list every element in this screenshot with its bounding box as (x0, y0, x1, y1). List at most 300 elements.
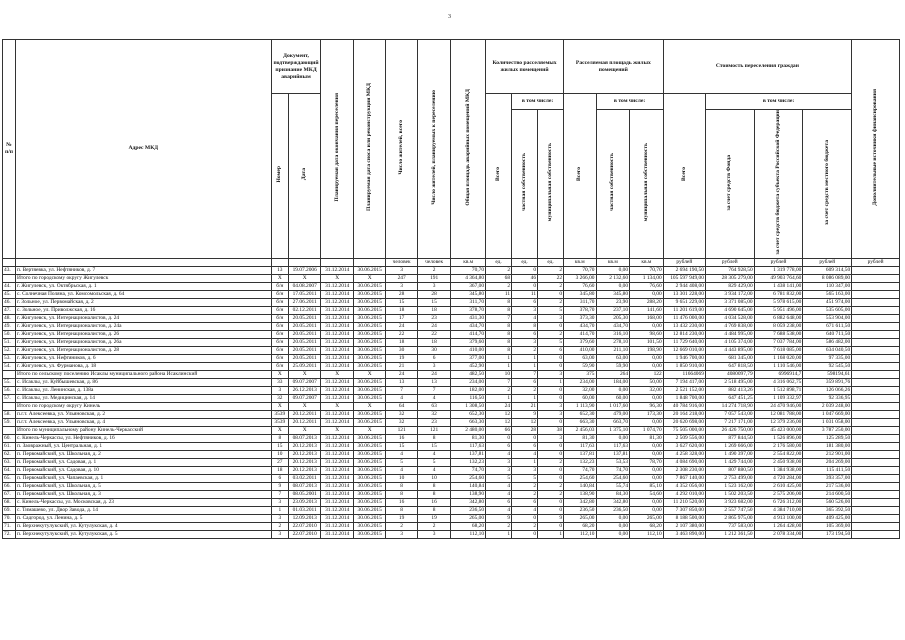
cell-count-municipal: 0 (538, 498, 564, 506)
cell-cost-local: 217 536,00 (803, 482, 852, 490)
cell-total-area: 74,70 (451, 466, 486, 474)
cell-doc-number: 3539 (271, 418, 288, 426)
cell-count-private: 6 (512, 442, 538, 450)
cell-area-municipal: 54,60 (630, 490, 664, 498)
cell-count-municipal: 3 (538, 410, 564, 418)
cell-address: г. Жигулевск, ул. Интернационалистов, д. 26 (15, 330, 271, 338)
cell-residents-planned: 30 (417, 346, 451, 354)
cell-num: 70. (3, 514, 16, 522)
cell-count-private: 4 (512, 314, 538, 322)
cell-extra-sources (852, 410, 900, 418)
cell-count-private: 21 (512, 402, 538, 410)
cell-area-private: 60,00 (596, 394, 630, 402)
cell-planned-end: 31.12.2014 (321, 490, 353, 498)
cell-doc-number: б/н (271, 314, 288, 322)
cell-extra-sources (852, 290, 900, 298)
cell-count-private: 46 (512, 274, 538, 282)
cell-doc-date: 20.05.2011 (288, 314, 321, 322)
table-row (3, 482, 900, 490)
cell-area-private: 1 017,60 (596, 402, 630, 410)
cell-total-area: 4 364,80 (451, 274, 486, 282)
cell-planned-end: 31.12.2014 (321, 442, 353, 450)
subtotal-row (3, 274, 900, 282)
col-header-area-group: Расселяемая площадь жилых помещений (564, 40, 664, 94)
cell-area-municipal: 81,30 (630, 434, 664, 442)
cell-doc-number: 18 (271, 466, 288, 474)
cell-cost-local: 365 392,50 (803, 506, 852, 514)
cell-count-private: 2 (512, 346, 538, 354)
cell-area-municipal: 76,60 (630, 282, 664, 290)
cell-area-municipal: 0,00 (630, 498, 664, 506)
cell-planned-demolition: 30.06.2015 (353, 338, 385, 346)
table-row (3, 330, 900, 338)
cell-area-private: 23,90 (596, 298, 630, 306)
cell-doc-date: 20.12.2011 (288, 418, 321, 426)
cell-planned-demolition: 30.06.2015 (353, 298, 385, 306)
cell-cost-total: 75 505 000,00 (663, 426, 705, 434)
cell-cost-local: 586 482,00 (803, 338, 852, 346)
table-header (3, 40, 900, 259)
cell-cost-regional: 12 081 788,00 (754, 410, 803, 418)
cell-cost-regional: 2 554 822,00 (754, 450, 803, 458)
cell-address: с. Солнечная Поляна, ул. Комсомольская, д. 64 (15, 290, 271, 298)
cell-extra-sources (852, 458, 900, 466)
cell-planned-demolition: 30.06.2015 (353, 306, 385, 314)
cell-address: п. Первомайский, ул. Школьная, д. 2 (15, 450, 271, 458)
cell-extra-sources (852, 338, 900, 346)
cell-area-municipal: 0,00 (630, 474, 664, 482)
table-row (3, 434, 900, 442)
cell-cost-fund: 4 690 645,00 (705, 306, 754, 314)
cell-num: 61. (3, 442, 16, 450)
cell-cost-fund: 3 371 085,00 (705, 298, 754, 306)
cell-cost-fund: 3 923 682,00 (705, 498, 754, 506)
cell-num: 51. (3, 338, 16, 346)
cell-count-municipal: 2 (538, 458, 564, 466)
cell-cost-fund: 681 345,00 (705, 354, 754, 362)
cell-total-area: 378,70 (451, 306, 486, 314)
cell-doc-number: 32 (271, 394, 288, 402)
cell-residents-planned: 3 (417, 282, 451, 290)
table-row (3, 338, 900, 346)
cell-planned-demolition: X (353, 370, 385, 378)
cell-residents-planned: 121 (417, 426, 451, 434)
cell-area-total: 434,70 (564, 322, 596, 330)
cell-cost-fund: 647 451,25 (705, 394, 754, 402)
cell-address: с. Кинель-Черкассы, ул. Московская, д. 23 (15, 498, 271, 506)
cell-cost-fund: 3 934 172,00 (705, 290, 754, 298)
cell-address: г. Жигулевск, ул. Нефтяников, д. 6 (15, 354, 271, 362)
cell-area-total: 378,70 (564, 306, 596, 314)
cell-planned-demolition: 30.06.2015 (353, 266, 385, 274)
cell-num: 60. (3, 434, 16, 442)
col-header-area-private: частная собственность (596, 110, 630, 259)
cell-count-total: 9 (486, 514, 512, 522)
cell-planned-end: X (321, 426, 353, 434)
cell-count-municipal: 6 (538, 346, 564, 354)
cell-residents: 30 (386, 346, 417, 354)
units-row: человек человек кв.м ед. ед. ед. кв.м кв.м кв.м рублей рублей рублей рублей рублей (3, 258, 900, 266)
cell-doc-date: 23.09.2013 (288, 498, 321, 506)
col-header-extra-sources: Дополнительные источники финансирования (852, 40, 900, 259)
cell-area-total: 414,70 (564, 330, 596, 338)
cell-num: 56. (3, 386, 16, 394)
cell-address: г. Жигулевск, ул. Октябрьская, д. 1 (15, 282, 271, 290)
cell-extra-sources (852, 450, 900, 458)
cell-extra-sources (852, 490, 900, 498)
cell-num: 64. (3, 466, 16, 474)
col-header-number: № п/п (3, 40, 16, 259)
cell-extra-sources (852, 298, 900, 306)
cell-num: 44. (3, 282, 16, 290)
cell-area-private: 0,00 (596, 266, 630, 274)
cell-cost-total: 40 784 916,00 (663, 402, 705, 410)
cell-count-private: 1 (512, 354, 538, 362)
cell-area-municipal: 1 134,00 (630, 274, 664, 282)
cell-area-municipal: 96,30 (630, 402, 664, 410)
cell-cost-local: 1 047 669,00 (803, 410, 852, 418)
table-row (3, 282, 900, 290)
cell-doc-number: 33 (271, 378, 288, 386)
cell-cost-local: 3 787 250,00 (803, 426, 852, 434)
cell-doc-number: 3 (271, 530, 288, 538)
cell-count-municipal: 0 (538, 418, 564, 426)
cell-area-private: 0,00 (596, 434, 630, 442)
cell-cost-local: 2 039 248,00 (803, 402, 852, 410)
cell-doc-number: б/н (271, 306, 288, 314)
cell-area-total: 117,63 (564, 442, 596, 450)
cell-residents-planned: 16 (417, 498, 451, 506)
cell-residents-planned: 2 (417, 266, 451, 274)
cell-area-total: 373,30 (564, 314, 596, 322)
cell-cost-regional: 7 688 538,00 (754, 330, 803, 338)
cell-doc-date: 20.05.2011 (288, 346, 321, 354)
cell-area-total: 140,84 (564, 482, 596, 490)
cell-cost-total: 13 301 228,00 (663, 290, 705, 298)
cell-count-private: 3 (512, 306, 538, 314)
resettlement-table (2, 39, 900, 539)
cell-area-total: 345,80 (564, 290, 596, 298)
cell-doc-date: 12.09.2013 (288, 514, 321, 522)
cell-total-area: 265,00 (451, 514, 486, 522)
cell-count-private: 4 (512, 450, 538, 458)
cell-count-private: 2 (512, 490, 538, 498)
cell-cost-local: 204 269,00 (803, 458, 852, 466)
cell-cost-local: 565 163,00 (803, 290, 852, 298)
cell-cost-fund: 4 769 838,00 (705, 322, 754, 330)
cell-area-private: 63,00 (596, 354, 630, 362)
cell-extra-sources (852, 442, 900, 450)
cell-doc-date: X (288, 426, 321, 434)
cell-area-municipal: 0,00 (630, 442, 664, 450)
cell-doc-number: 9 (271, 482, 288, 490)
cell-count-total: 12 (486, 418, 512, 426)
cell-planned-demolition: 30.06.2015 (353, 466, 385, 474)
cell-cost-regional: 1 168 020,00 (754, 354, 803, 362)
cell-cost-local: 393 357,00 (803, 474, 852, 482)
cell-cost-regional: 24 470 946,00 (754, 402, 803, 410)
cell-cost-total: 7 194 417,00 (663, 378, 705, 386)
cell-count-private: 0 (512, 282, 538, 290)
cell-num: 46. (3, 298, 16, 306)
cell-cost-total: 7 867 140,00 (663, 474, 705, 482)
cell-count-total: 7 (486, 378, 512, 386)
cell-cost-total: 20 620 698,00 (663, 418, 705, 426)
cell-cost-local: 671 611,50 (803, 322, 852, 330)
cell-area-private: 55,74 (596, 482, 630, 490)
cell-total-area: 345,80 (451, 290, 486, 298)
col-header-count-group: Количество расселяемых жилых помещений (486, 40, 564, 94)
cell-doc-date: 20.12.2013 (288, 458, 321, 466)
cell-extra-sources (852, 474, 900, 482)
table-row (3, 450, 900, 458)
cell-cost-regional: 49 903 764,60 (754, 274, 803, 282)
cell-cost-fund: 1 490 397,00 (705, 450, 754, 458)
cell-total-area: 81,30 (451, 434, 486, 442)
cell-doc-date: 20.05.2011 (288, 338, 321, 346)
cell-count-total: 8 (486, 346, 512, 354)
cell-count-private: 2 (512, 522, 538, 530)
cell-planned-demolition: 30.06.2015 (353, 330, 385, 338)
cell-area-municipal: 0,00 (630, 418, 664, 426)
cell-count-municipal: 0 (538, 386, 564, 394)
cell-cost-regional: 2 450 938,00 (754, 458, 803, 466)
cell-count-total: 10 (486, 370, 512, 378)
cell-cost-local: 1 031 058,00 (803, 418, 852, 426)
col-header-count-municipal: муниципальная собственность (538, 110, 564, 259)
cell-cost-total: 2 107 380,00 (663, 522, 705, 530)
cell-residents-planned: 13 (417, 378, 451, 386)
cell-residents: 5 (386, 458, 417, 466)
cell-extra-sources (852, 330, 900, 338)
cell-area-municipal: 78,70 (630, 458, 664, 466)
cell-doc-number: б/н (271, 354, 288, 362)
cell-extra-sources (852, 346, 900, 354)
cell-count-total: 11 (486, 290, 512, 298)
cell-residents: 32 (386, 418, 417, 426)
cell-cost-regional: 2 575 206,00 (754, 490, 803, 498)
cell-doc-number: 1 (271, 506, 288, 514)
cell-extra-sources (852, 482, 900, 490)
cell-cost-local: 110 347,00 (803, 282, 852, 290)
cell-doc-number: б/н (271, 290, 288, 298)
cell-count-total: 8 (486, 306, 512, 314)
table-row (3, 514, 900, 522)
cell-planned-demolition: 30.06.2015 (353, 442, 385, 450)
cell-extra-sources (852, 306, 900, 314)
cell-doc-date: 08.05.2001 (288, 490, 321, 498)
cell-area-total: 74,70 (564, 466, 596, 474)
cell-num (3, 370, 16, 378)
table-row (3, 458, 900, 466)
cell-extra-sources (852, 466, 900, 474)
cell-planned-end: 31.12.2014 (321, 338, 353, 346)
cell-doc-number: б/н (271, 338, 288, 346)
cell-count-total: 8 (486, 330, 512, 338)
cell-cost-regional: 6 726 312,00 (754, 498, 803, 506)
cell-address: с. Исаклы, ул. Медицинская, д. 14 (15, 394, 271, 402)
cell-residents: 121 (386, 426, 417, 434)
table-row (3, 306, 900, 314)
cell-planned-demolition: 30.06.2015 (353, 482, 385, 490)
cell-address: п.г.т. Алексеевка, ул. Ульяновская, д. 4 (15, 418, 271, 426)
cell-area-municipal: 98,60 (630, 330, 664, 338)
cell-area-total: 2 456,03 (564, 426, 596, 434)
cell-residents: 19 (386, 354, 417, 362)
cell-extra-sources (852, 418, 900, 426)
cell-residents: 4 (386, 394, 417, 402)
cell-residents-planned: 4 (417, 450, 451, 458)
cell-area-private: 0,00 (596, 514, 630, 522)
cell-residents: 21 (386, 362, 417, 370)
cell-count-total: 2 (486, 386, 512, 394)
cell-cost-local: 115 411,50 (803, 466, 852, 474)
table-row (3, 346, 900, 354)
cell-cost-total: 1 946 700,00 (663, 354, 705, 362)
cell-address: г. Жигулевск, ул. Интернационалистов, д. 24а (15, 322, 271, 330)
cell-area-municipal: 0,00 (630, 394, 664, 402)
cell-cost-total: 20 164 218,00 (663, 410, 705, 418)
cell-extra-sources (852, 426, 900, 434)
cell-total-area: 410,00 (451, 346, 486, 354)
cell-cost-fund: 764 928,50 (705, 266, 754, 274)
table-row (3, 298, 900, 306)
cell-address: п. Первомайский, ул. Чапаевская, д. 1 (15, 474, 271, 482)
cell-cost-total: 4 292 010,00 (663, 490, 705, 498)
table-row (3, 410, 900, 418)
cell-num: 45. (3, 290, 16, 298)
cell-count-total: 24 (486, 402, 512, 410)
cell-planned-demolition: 30.06.2015 (353, 354, 385, 362)
cell-cost-regional: 4 913 100,00 (754, 514, 803, 522)
cell-residents: 18 (386, 338, 417, 346)
cell-num: 72. (3, 530, 16, 538)
cell-planned-end: 31.12.2014 (321, 418, 353, 426)
cell-area-private: 264 (596, 370, 630, 378)
cell-count-total: 4 (486, 490, 512, 498)
cell-doc-number: 6 (271, 474, 288, 482)
cell-area-total: 59,90 (564, 362, 596, 370)
cell-area-municipal: 0,00 (630, 354, 664, 362)
cell-residents: 247 (386, 274, 417, 282)
cell-residents-planned: 10 (417, 474, 451, 482)
cell-count-municipal: 5 (538, 306, 564, 314)
cell-residents: 64 (386, 402, 417, 410)
cell-area-private: 84,30 (596, 490, 630, 498)
cell-cost-local: 212 901,00 (803, 450, 852, 458)
cell-doc-number: 7 (271, 490, 288, 498)
cell-cost-total: 4 084 690,00 (663, 458, 705, 466)
cell-area-municipal: 0,00 (630, 506, 664, 514)
cell-area-total: 76,60 (564, 282, 596, 290)
cell-area-private: 205,30 (596, 314, 630, 322)
cell-cost-regional: 1 512 898,71 (754, 386, 803, 394)
cell-address: п. Первомайский, ул. Школьная, д. 5 (15, 482, 271, 490)
cell-cost-local: 214 600,50 (803, 490, 852, 498)
cell-cost-total: 4 258 328,00 (663, 450, 705, 458)
table-row (3, 386, 900, 394)
cell-cost-total: 2 521 152,00 (663, 386, 705, 394)
cell-total-area: 112,10 (451, 530, 486, 538)
cell-residents: 7 (386, 386, 417, 394)
cell-total-area: 367,00 (451, 282, 486, 290)
cell-area-private: 316,10 (596, 330, 630, 338)
cell-planned-end: 31.12.2014 (321, 458, 353, 466)
cell-doc-date: X (288, 402, 321, 410)
cell-cost-fund: 1 429 744,00 (705, 458, 754, 466)
cell-area-municipal: 85,10 (630, 482, 664, 490)
cell-total-area: 452,90 (451, 362, 486, 370)
cell-residents: 18 (386, 306, 417, 314)
cell-cost-fund: 4 105 374,00 (705, 338, 754, 346)
cell-address: с. Исаклы, ул. Ленинская, д. 138а (15, 386, 271, 394)
cell-extra-sources (852, 370, 900, 378)
table-row (3, 378, 900, 386)
cell-planned-end: 31.12.2014 (321, 506, 353, 514)
table-row (3, 394, 900, 402)
cell-total-area: 431,30 (451, 314, 486, 322)
cell-num: 65. (3, 474, 16, 482)
cell-cost-local: 92 545,50 (803, 362, 852, 370)
cell-count-private: 4 (512, 506, 538, 514)
cell-extra-sources (852, 530, 900, 538)
cell-area-private: 0,00 (596, 282, 630, 290)
cell-cost-regional: 1 109 332,97 (754, 394, 803, 402)
cell-cost-total: 11 476 000,00 (663, 314, 705, 322)
cell-residents: 24 (386, 322, 417, 330)
cell-area-municipal: 288,20 (630, 298, 664, 306)
cell-count-private: 6 (512, 498, 538, 506)
cell-count-total: 8 (486, 298, 512, 306)
cell-cost-regional: 7 037 784,00 (754, 338, 803, 346)
cell-address: п.г.т. Алексеевка, ул. Ульяновская, д. 2 (15, 410, 271, 418)
cell-doc-date: 20.05.2011 (288, 330, 321, 338)
cell-doc-number: 13 (271, 266, 288, 274)
cell-total-area: 254,60 (451, 474, 486, 482)
col-header-address: Адрес МКД (15, 40, 271, 259)
cell-planned-demolition: 30.06.2015 (353, 410, 385, 418)
cell-num: 49. (3, 322, 16, 330)
col-header-doc-number: Номер (271, 94, 288, 259)
cell-area-total: 3 266,00 (564, 274, 596, 282)
cell-doc-date: 03.02.2011 (288, 474, 321, 482)
subtotal-row (3, 426, 900, 434)
cell-residents: 15 (386, 442, 417, 450)
cell-residents-planned: 24 (417, 370, 451, 378)
cell-count-municipal: 0 (538, 474, 564, 482)
cell-count-private: 3 (512, 466, 538, 474)
col-header-area-municipal: муниципальная собственность (630, 110, 664, 259)
cell-cost-regional: 7 618 085,00 (754, 346, 803, 354)
cell-cost-regional: 12 379 236,00 (754, 418, 803, 426)
cell-planned-end: X (321, 370, 353, 378)
cell-cost-total: 12 669 010,00 (663, 346, 705, 354)
cell-doc-number: X (271, 426, 288, 434)
cell-count-total: 4 (486, 450, 512, 458)
cell-count-total: 12 (486, 410, 512, 418)
cell-count-municipal: 0 (538, 450, 564, 458)
table-row (3, 354, 900, 362)
cell-count-municipal: 2 (538, 298, 564, 306)
cell-area-private: 237,10 (596, 306, 630, 314)
cell-residents-planned: 4 (417, 394, 451, 402)
cell-count-municipal: 5 (538, 338, 564, 346)
cell-extra-sources (852, 506, 900, 514)
cell-total-area: 70,70 (451, 266, 486, 274)
cell-area-private: 0,00 (596, 386, 630, 394)
cell-planned-demolition: 30.06.2015 (353, 490, 385, 498)
cell-cost-total: 4 352 056,00 (663, 482, 705, 490)
